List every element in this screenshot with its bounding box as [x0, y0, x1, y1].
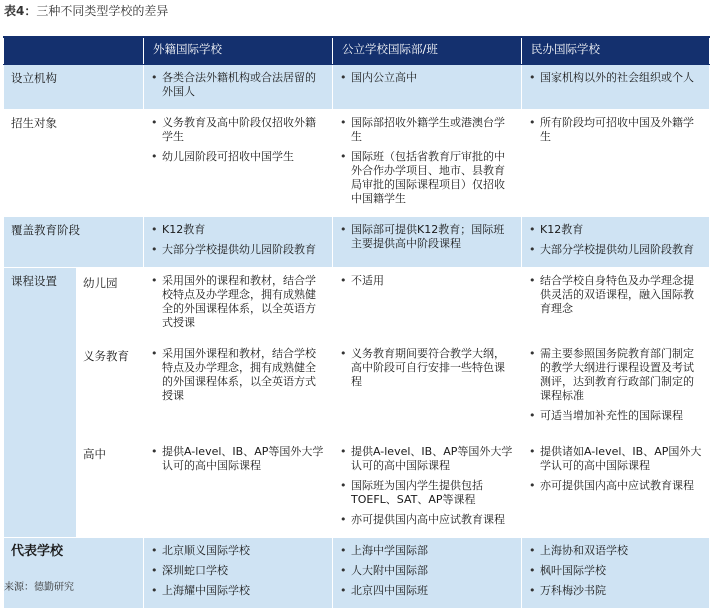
list-item: • 上海协和双语学校 [528, 544, 703, 558]
cell-kindergarten-public [333, 268, 522, 341]
list-item: • 上海耀中国际学校 [150, 584, 326, 598]
header-corner [4, 37, 144, 65]
cell-compulsory-private [522, 341, 710, 439]
list-item: • 国际部可提供K12教育；国际班主要提供高中阶段课程 [339, 223, 515, 251]
list-item: • 大部分学校提供幼儿园阶段教育 [150, 243, 326, 257]
cell-representative-foreign [144, 538, 333, 609]
list-item: • 上海中学国际部 [339, 544, 515, 558]
list-item: • 亦可提供国内高中应试教育课程 [339, 513, 515, 527]
list-item: • 国内公立高中 [339, 71, 515, 85]
cell-coverage-private [522, 217, 710, 268]
comparison-table [3, 36, 710, 609]
list-item: • 不适用 [339, 274, 515, 288]
list-item: • 北京顺义国际学校 [150, 544, 326, 558]
list-item: • 亦可提供国内高中应试教育课程 [528, 479, 703, 493]
list-item: • 各类合法外籍机构或合法居留的外国人 [150, 71, 326, 99]
list-item: • 结合学校自身特色及办学理念提供灵活的双语课程，融入国际教育理念 [528, 274, 703, 316]
cell-compulsory-foreign [144, 341, 333, 439]
header-foreign-school: 外籍国际学校 [144, 37, 333, 65]
list-item: • 人大附中国际部 [339, 564, 515, 578]
table-row [4, 110, 710, 217]
list-item: • 枫叶国际学校 [528, 564, 703, 578]
list-item: • 可适当增加补充性的国际课程 [528, 409, 703, 423]
cell-enrollment-private [522, 110, 710, 217]
cell-setup-foreign [144, 65, 333, 110]
source-note: 来源：德勤研究 [4, 582, 74, 593]
list-item: • 国际班（包括省教育厅审批的中外合作办学项目、地市、县教育局审批的国际课程项目）仅招收中国籍学生 [339, 150, 515, 206]
row-label-setup: 设立机构 [4, 65, 144, 110]
cell-highschool-foreign [144, 439, 333, 538]
list-item: • 万科梅沙书院 [528, 584, 703, 598]
list-item: • 提供诸如A-level、IB、AP国外大学认可的高中国际课程 [528, 445, 703, 473]
cell-setup-public [333, 65, 522, 110]
table-row [4, 439, 710, 538]
list-item: • 采用国外课程和教材，结合学校特点及办学理念，拥有成熟健全的外国课程体系，以全英语方式授课 [150, 347, 326, 403]
row-sublabel-highschool: 高中 [77, 439, 144, 538]
list-item: • 幼儿园阶段可招收中国学生 [150, 150, 326, 164]
list-item: • 大部分学校提供幼儿园阶段教育 [528, 243, 703, 257]
list-item: • 北京四中国际班 [339, 584, 515, 598]
caption-label: 表4： [4, 4, 37, 18]
table-row [4, 538, 710, 609]
row-label-curriculum: 课程设置 [4, 268, 77, 538]
cell-setup-private [522, 65, 710, 110]
row-label-enrollment: 招生对象 [4, 110, 144, 217]
list-item: • K12教育 [528, 223, 703, 237]
cell-highschool-public [333, 439, 522, 538]
table-row [4, 65, 710, 110]
list-item: • K12教育 [150, 223, 326, 237]
list-item: • 采用国外的课程和教材，结合学校特点及办学理念，拥有成熟健全的外国课程体系，以全英语方式授课 [150, 274, 326, 330]
cell-compulsory-public [333, 341, 522, 439]
list-item: • 国家机构以外的社会组织或个人 [528, 71, 703, 85]
cell-enrollment-public [333, 110, 522, 217]
list-item: • 所有阶段均可招收中国及外籍学生 [528, 116, 703, 144]
list-item: • 提供A-level、IB、AP等国外大学认可的高中国际课程 [150, 445, 326, 473]
cell-highschool-private [522, 439, 710, 538]
list-item: • 义务教育及高中阶段仅招收外籍学生 [150, 116, 326, 144]
list-item: • 国际部招收外籍学生或港澳台学生 [339, 116, 515, 144]
header-private-school: 民办国际学校 [522, 37, 710, 65]
table-row [4, 341, 710, 439]
cell-representative-private [522, 538, 710, 609]
table-row [4, 268, 710, 341]
table-caption [4, 2, 168, 19]
header-row [4, 37, 710, 65]
row-label-coverage: 覆盖教育阶段 [4, 217, 144, 268]
list-item: • 提供A-level、IB、AP等国外大学认可的高中国际课程 [339, 445, 515, 473]
list-item: • 深圳蛇口学校 [150, 564, 326, 578]
caption-title: 三种不同类型学校的差异 [36, 4, 169, 18]
table-row [4, 217, 710, 268]
row-label-representative: 代表学校 [4, 538, 144, 609]
list-item: • 需主要参照国务院教育部门制定的教学大纲进行课程设置及考试测评，达到教育行政部门制定的课程标准 [528, 347, 703, 403]
list-item: • 国际班为国内学生提供包括TOEFL、SAT、AP等课程 [339, 479, 515, 507]
list-item: • 义务教育期间要符合教学大纲，高中阶段可自行安排一些特色课程 [339, 347, 515, 389]
cell-representative-public [333, 538, 522, 609]
cell-coverage-public [333, 217, 522, 268]
cell-enrollment-foreign [144, 110, 333, 217]
cell-kindergarten-foreign [144, 268, 333, 341]
cell-coverage-foreign [144, 217, 333, 268]
cell-kindergarten-private [522, 268, 710, 341]
row-sublabel-compulsory: 义务教育 [77, 341, 144, 439]
row-sublabel-kindergarten: 幼儿园 [77, 268, 144, 341]
header-public-school: 公立学校国际部/班 [333, 37, 522, 65]
